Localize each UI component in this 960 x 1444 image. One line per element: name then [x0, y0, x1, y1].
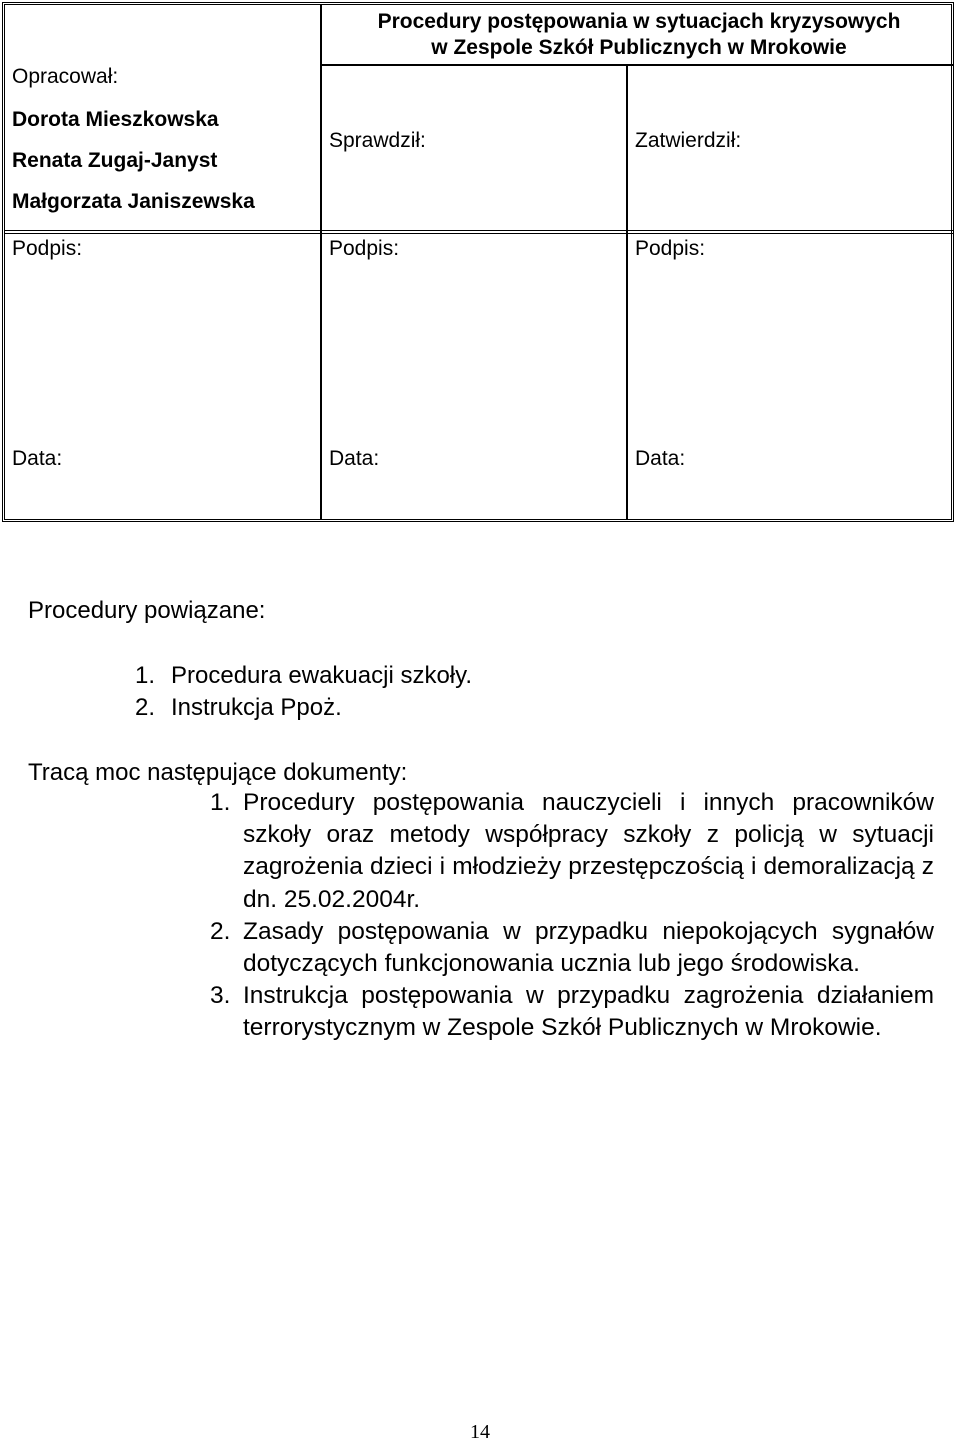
date-label: Data:	[635, 447, 686, 470]
list-item-number: 1.	[135, 662, 156, 689]
list-item-text: Procedury postępowania nauczycieli i innych pracowników szkoły oraz metody współpracy szkoły z policją w sytuacji zagrożenia dzieci i młodzieży przestępczością i demoralizacją z dn. 25.02.2004r.	[243, 789, 934, 913]
author-name: Dorota Mieszkowska	[12, 108, 219, 131]
list-item	[210, 980, 934, 1044]
date-label: Data:	[12, 447, 63, 470]
signature-label: Podpis:	[12, 237, 83, 260]
table-divider	[5, 230, 954, 231]
list-item	[210, 787, 934, 916]
date-label: Data:	[329, 447, 380, 470]
revoked-documents-list	[210, 787, 934, 1045]
table-border	[2, 2, 954, 522]
approved-label: Zatwierdził:	[635, 129, 742, 152]
table-divider	[320, 5, 322, 519]
list-item-text: Instrukcja postępowania w przypadku zagrożenia działaniem terrorystycznym w Zespole Szkół Publicznych w Mrokowie.	[243, 982, 934, 1042]
revoked-documents-heading: Tracą moc następujące dokumenty:	[28, 759, 408, 786]
table-divider	[5, 233, 954, 234]
author-name: Małgorzata Janiszewska	[12, 190, 255, 213]
author-name: Renata Zugaj-Janyst	[12, 149, 218, 172]
signature-label: Podpis:	[329, 237, 400, 260]
table-divider	[322, 64, 954, 66]
list-item: Procedura ewakuacji szkoły.	[171, 662, 473, 689]
page-number: 14	[470, 1421, 490, 1443]
list-item-number: 1.	[210, 789, 231, 816]
title-line: Procedury postępowania w sytuacjach kryzysowych	[377, 10, 901, 33]
list-item-number: 2.	[210, 917, 231, 945]
list-item	[210, 916, 934, 980]
list-item: Instrukcja Ppoż.	[171, 694, 342, 721]
prepared-label: Opracował:	[12, 65, 119, 88]
list-item-number: 3.	[210, 982, 231, 1010]
document-title	[322, 9, 956, 61]
related-procedures-heading: Procedury powiązane:	[28, 597, 266, 624]
list-item-number: 2.	[135, 694, 156, 721]
list-item-text: Zasady postępowania w przypadku niepokojących sygnałów dotyczących funkcjonowania ucznia lub jego środowiska.	[243, 917, 934, 978]
title-line: w Zespole Szkół Publicznych w Mrokowie	[431, 36, 847, 59]
table-divider	[626, 66, 628, 519]
checked-label: Sprawdził:	[329, 129, 426, 152]
signature-label: Podpis:	[635, 237, 706, 260]
